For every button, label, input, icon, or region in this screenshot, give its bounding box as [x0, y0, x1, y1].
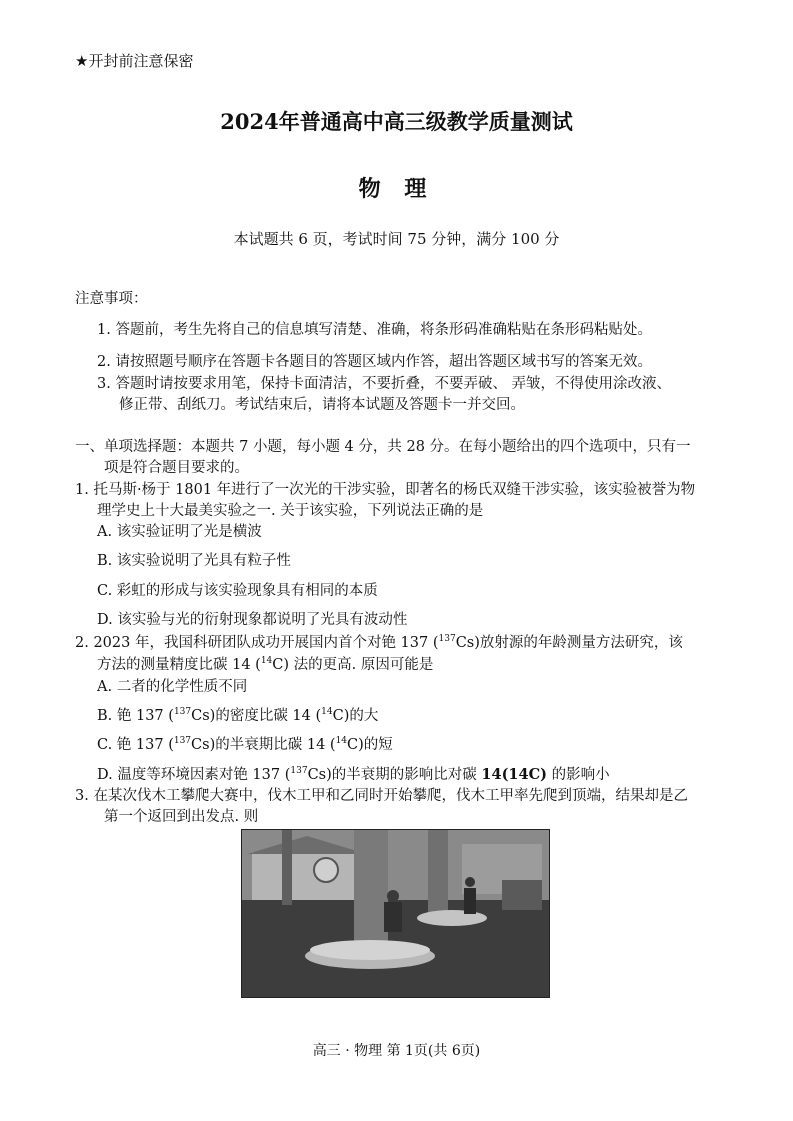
section-heading-cont: 项是符合题目要求的。: [104, 460, 249, 476]
exam-info: 本试题共 6 页，考试时间 75 分钟，满分 100 分: [233, 230, 560, 248]
q1-stem-cont: 理学史上十大最美实验之一. 关于该实验，下列说法正确的是: [97, 503, 484, 519]
notice-item-3-cont: 修正带、刮纸刀。考试结束后，请将本试题及答题卡一并交回。: [119, 397, 525, 413]
notice-heading: 注意事项：: [75, 291, 148, 307]
q1-option-d: D. 该实验与光的衍射现象都说明了光具有波动性: [97, 612, 408, 628]
q1-stem: 1. 托马斯·杨于 1801 年进行了一次光的干涉实验，即著名的杨氏双缝干涉实验，该实验被誉为物: [75, 482, 696, 498]
q2-stem: 2. 2023 年，我国科研团队成功开展国内首个对铯 137 ($^{137}$Cs)放射源的年龄测量方法研究，该: [75, 634, 683, 651]
q3-stem: 3. 在某次伐木工攀爬大赛中，伐木工甲和乙同时开始攀爬，伐木工甲率先爬到顶端，结果却是乙: [75, 788, 688, 804]
q1-option-b: B. 该实验说明了光具有粒子性: [97, 553, 291, 569]
q2-option-d: D. 温度等环境因素对铯 137 ($^{137}$Cs)的半衰期的影响比对碳 14(14C) 的影响小: [97, 766, 610, 783]
q1-option-c: C. 彩虹的形成与该实验现象具有相同的本质: [97, 583, 378, 599]
q2-option-b: B. 铯 137 ($^{137}$Cs)的密度比碳 14 ($^{14}$C)的大: [97, 707, 379, 724]
lumberjack-climbing-photo: [241, 829, 550, 998]
q3-stem-cont: 第一个返回到出发点. 则: [104, 809, 259, 825]
notice-item-3: 3. 答题时请按要求用笔，保持卡面清洁，不要折叠，不要弄破、 弄皱，不得使用涂改液、: [97, 376, 672, 392]
q2-option-a: A. 二者的化学性质不同: [97, 679, 248, 695]
subject-title: 物 理: [358, 176, 435, 202]
section-heading: 一、单项选择题：本题共 7 小题，每小题 4 分，共 28 分。在每小题给出的四个选项中，只有一: [75, 439, 691, 455]
notice-item-1: 1. 答题前，考生先将自己的信息填写清楚、准确，将条形码准确粘贴在条形码粘贴处。: [97, 322, 652, 338]
exam-title: 2024年普通高中高三级教学质量测试: [220, 109, 573, 134]
q2-option-c: C. 铯 137 ($^{137}$Cs)的半衰期比碳 14 ($^{14}$C)的短: [97, 736, 393, 753]
confidential-notice: ★开封前注意保密: [75, 52, 194, 70]
q2-stem-cont: 方法的测量精度比碳 14 ($^{14}$C) 法的更高. 原因可能是: [97, 656, 434, 673]
q1-option-a: A. 该实验证明了光是横波: [97, 524, 262, 540]
page-footer: 高三 · 物理 第 1页(共 6页): [312, 1043, 481, 1059]
notice-item-2: 2. 请按照题号顺序在答题卡各题目的答题区域内作答，超出答题区域书写的答案无效。: [97, 354, 652, 370]
